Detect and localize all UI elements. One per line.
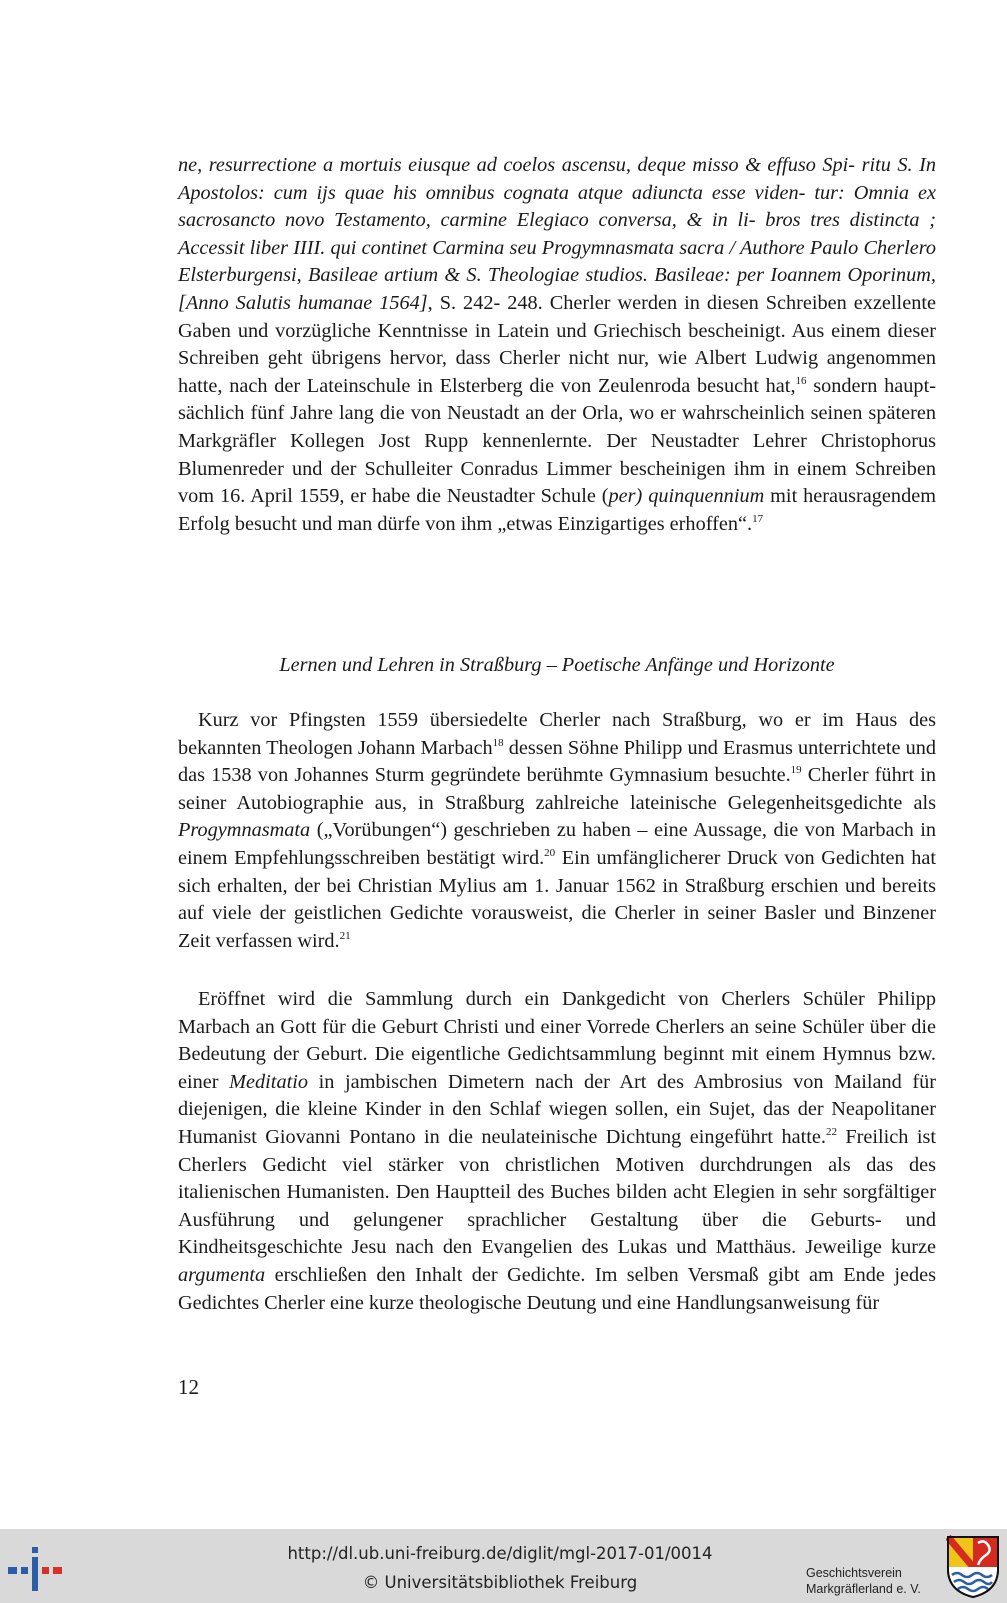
latin-title-line: ne, resurrectione a mortuis eiusque ad coelos ascensu, deque misso & effuso Spi-: [178, 154, 856, 176]
footer-bar: [0, 1529, 1007, 1603]
body-text: mit herausragendem Erfolg besucht und man dürfe von ihm „etwas Einzigartiges erhoffen“.: [178, 485, 936, 535]
body-text: Kurz vor Pfingsten 1559 übersiedelte Cherler nach Straßburg, wo er im Haus des bekannten Theologen Johann Marbach: [178, 709, 936, 759]
latin-word: quinquennium: [648, 485, 765, 508]
latin-title-line: sacra / Authore Paulo Cherlero Elsterburgensi, Basileae artium & S. Theologiae: [178, 236, 936, 287]
footnote-ref[interactable]: 20: [544, 846, 556, 859]
body-text: in jambischen Dimetern nach der Art des Ambrosius von Mailand für diejenigen, die kleine Kinder in den Schlaf wiegen sollen, ein Sujet, das der Neapolitaner Humanist Giovanni Pontano in die neulateinische Dichtung eingeführt hatte.: [178, 1070, 936, 1148]
body-text: („Vorübungen“) geschrieben zu haben – eine Aussage, die von Marbach in einem Empfehlungsschreiben bestätigt wird.: [178, 819, 936, 869]
society-name: [806, 1565, 921, 1597]
body-text: erschließen den Inhalt der Gedichte. Im selben Versmaß gibt am Ende jedes Gedichtes Cherler eine kurze theologische Deutung und eine Handlungsanweisung für: [178, 1263, 936, 1314]
latin-word: per): [608, 485, 643, 508]
ub-freiburg-logo-icon[interactable]: [8, 1547, 68, 1591]
copyright-text: © Universitätsbibliothek Freiburg: [362, 1573, 638, 1592]
paragraph-1: [178, 707, 936, 955]
body-text: dessen Söhne Philipp und Erasmus unterrichtete und das 1538 von Johannes Sturm gegründete berühmte Gymnasium besuchte.: [178, 736, 936, 787]
latin-word: Progymnasmata: [178, 819, 311, 842]
body-text: Ein umfänglicherer Druck von Gedichten hat sich erhalten, der bei Christian Mylius am 1. Januar 1562 in Straßburg erschien und bereits auf viele der geistlichen Gedichte vorausweist, die Cherler in seiner Basler und Binzener Zeit verfassen wird.: [178, 846, 936, 952]
section-heading: Lernen und Lehren in Straßburg – Poetische Anfänge und Horizonte: [279, 654, 835, 676]
latin-title-line: studios. Basileae: per Ioannem Oporinum, [Anno Salutis humanae 1564]: [178, 264, 936, 314]
latin-word: Meditatio: [229, 1070, 308, 1093]
society-line: Geschichtsverein: [806, 1566, 902, 1580]
continuation-paragraph: [178, 152, 936, 538]
paragraph-2: [178, 986, 936, 1317]
body-text: Freilich ist Cherlers Gedicht viel stärker von christlichen Motiven durchdrungen als das des italienischen Humanisten. Den Hauptteil des Buches bilden acht Elegien in sehr sorgfältiger Ausführung und gelungener sprachlicher Gestaltung über die Geburts- und Kindheitsgeschichte Jesu nach den Evangelien des Lukas und Matthäus. Jeweilige kurze: [178, 1125, 936, 1259]
body-text: Eröffnet wird die Sammlung durch ein Dankgedicht von Cherlers Schüler Philipp Marbach an Gott für die Geburt Christi und einer Vorrede Cherlers an seine Schüler über die Bedeutung der Geburt. Die eigentliche Gedichtsammlung beginnt mit einem Hymnus bzw. einer: [178, 988, 936, 1093]
footnote-ref[interactable]: 18: [492, 736, 504, 749]
footnote-ref[interactable]: 22: [825, 1125, 837, 1138]
footnote-ref[interactable]: 17: [752, 512, 764, 525]
latin-title-line: tur: Omnia ex sacrosancto novo Testamento, carmine Elegiaco conversa, & in li-: [178, 181, 936, 232]
page-number: 12: [178, 1375, 199, 1399]
body-text: Cherler führt in seiner Autobiographie aus, in Straßburg zahlreiche lateinische Gelegenheitsgedichte als: [178, 764, 936, 814]
coat-of-arms-icon[interactable]: [946, 1535, 1000, 1599]
latin-word: argumenta: [178, 1263, 266, 1286]
latin-title-line: bros tres distincta ; Accessit liber IIII. qui continet Carmina seu Progymnasmata: [178, 209, 936, 259]
footnote-ref[interactable]: 21: [339, 929, 351, 942]
society-line: Markgräflerland e. V.: [806, 1582, 921, 1596]
body-text: 248. Cherler werden in diesen Schreiben exzellente Gaben und vorzügliche Kenntnisse in Latein und Griechisch bescheinigt. Aus einem dieser Schreiben geht übrigens hervor, dass Cherler nicht nur, wie Albert Ludwig angenommen hatte, nach der Lateinschule in Elsterberg die von Zeulenroda besucht hat,: [178, 291, 936, 397]
source-url-link[interactable]: http://dl.ub.uni-freiburg.de/diglit/mgl-2017-01/0014: [287, 1544, 713, 1563]
footnote-ref[interactable]: 19: [790, 764, 802, 777]
body-text: sondern hauptsächlich fünf Jahre lang die von Neustadt an der Orla, wo er wahrscheinlich seinen späteren Markgräfler Kollegen Jost Rupp kennenlernte. Der Neustadter Lehrer Christophorus Blumenreder und der Schulleiter Conradus Limmer bescheinigen ihm in einem Schreiben vom 16. April 1559, er habe die Neustadter Schule (: [178, 374, 936, 508]
page-range-text: , S. 242-: [427, 291, 501, 314]
footnote-ref[interactable]: 16: [795, 374, 807, 387]
latin-title-line: ritu S. In Apostolos: cum ijs quae his omnibus cognata atque adiuncta esse viden-: [178, 154, 936, 204]
